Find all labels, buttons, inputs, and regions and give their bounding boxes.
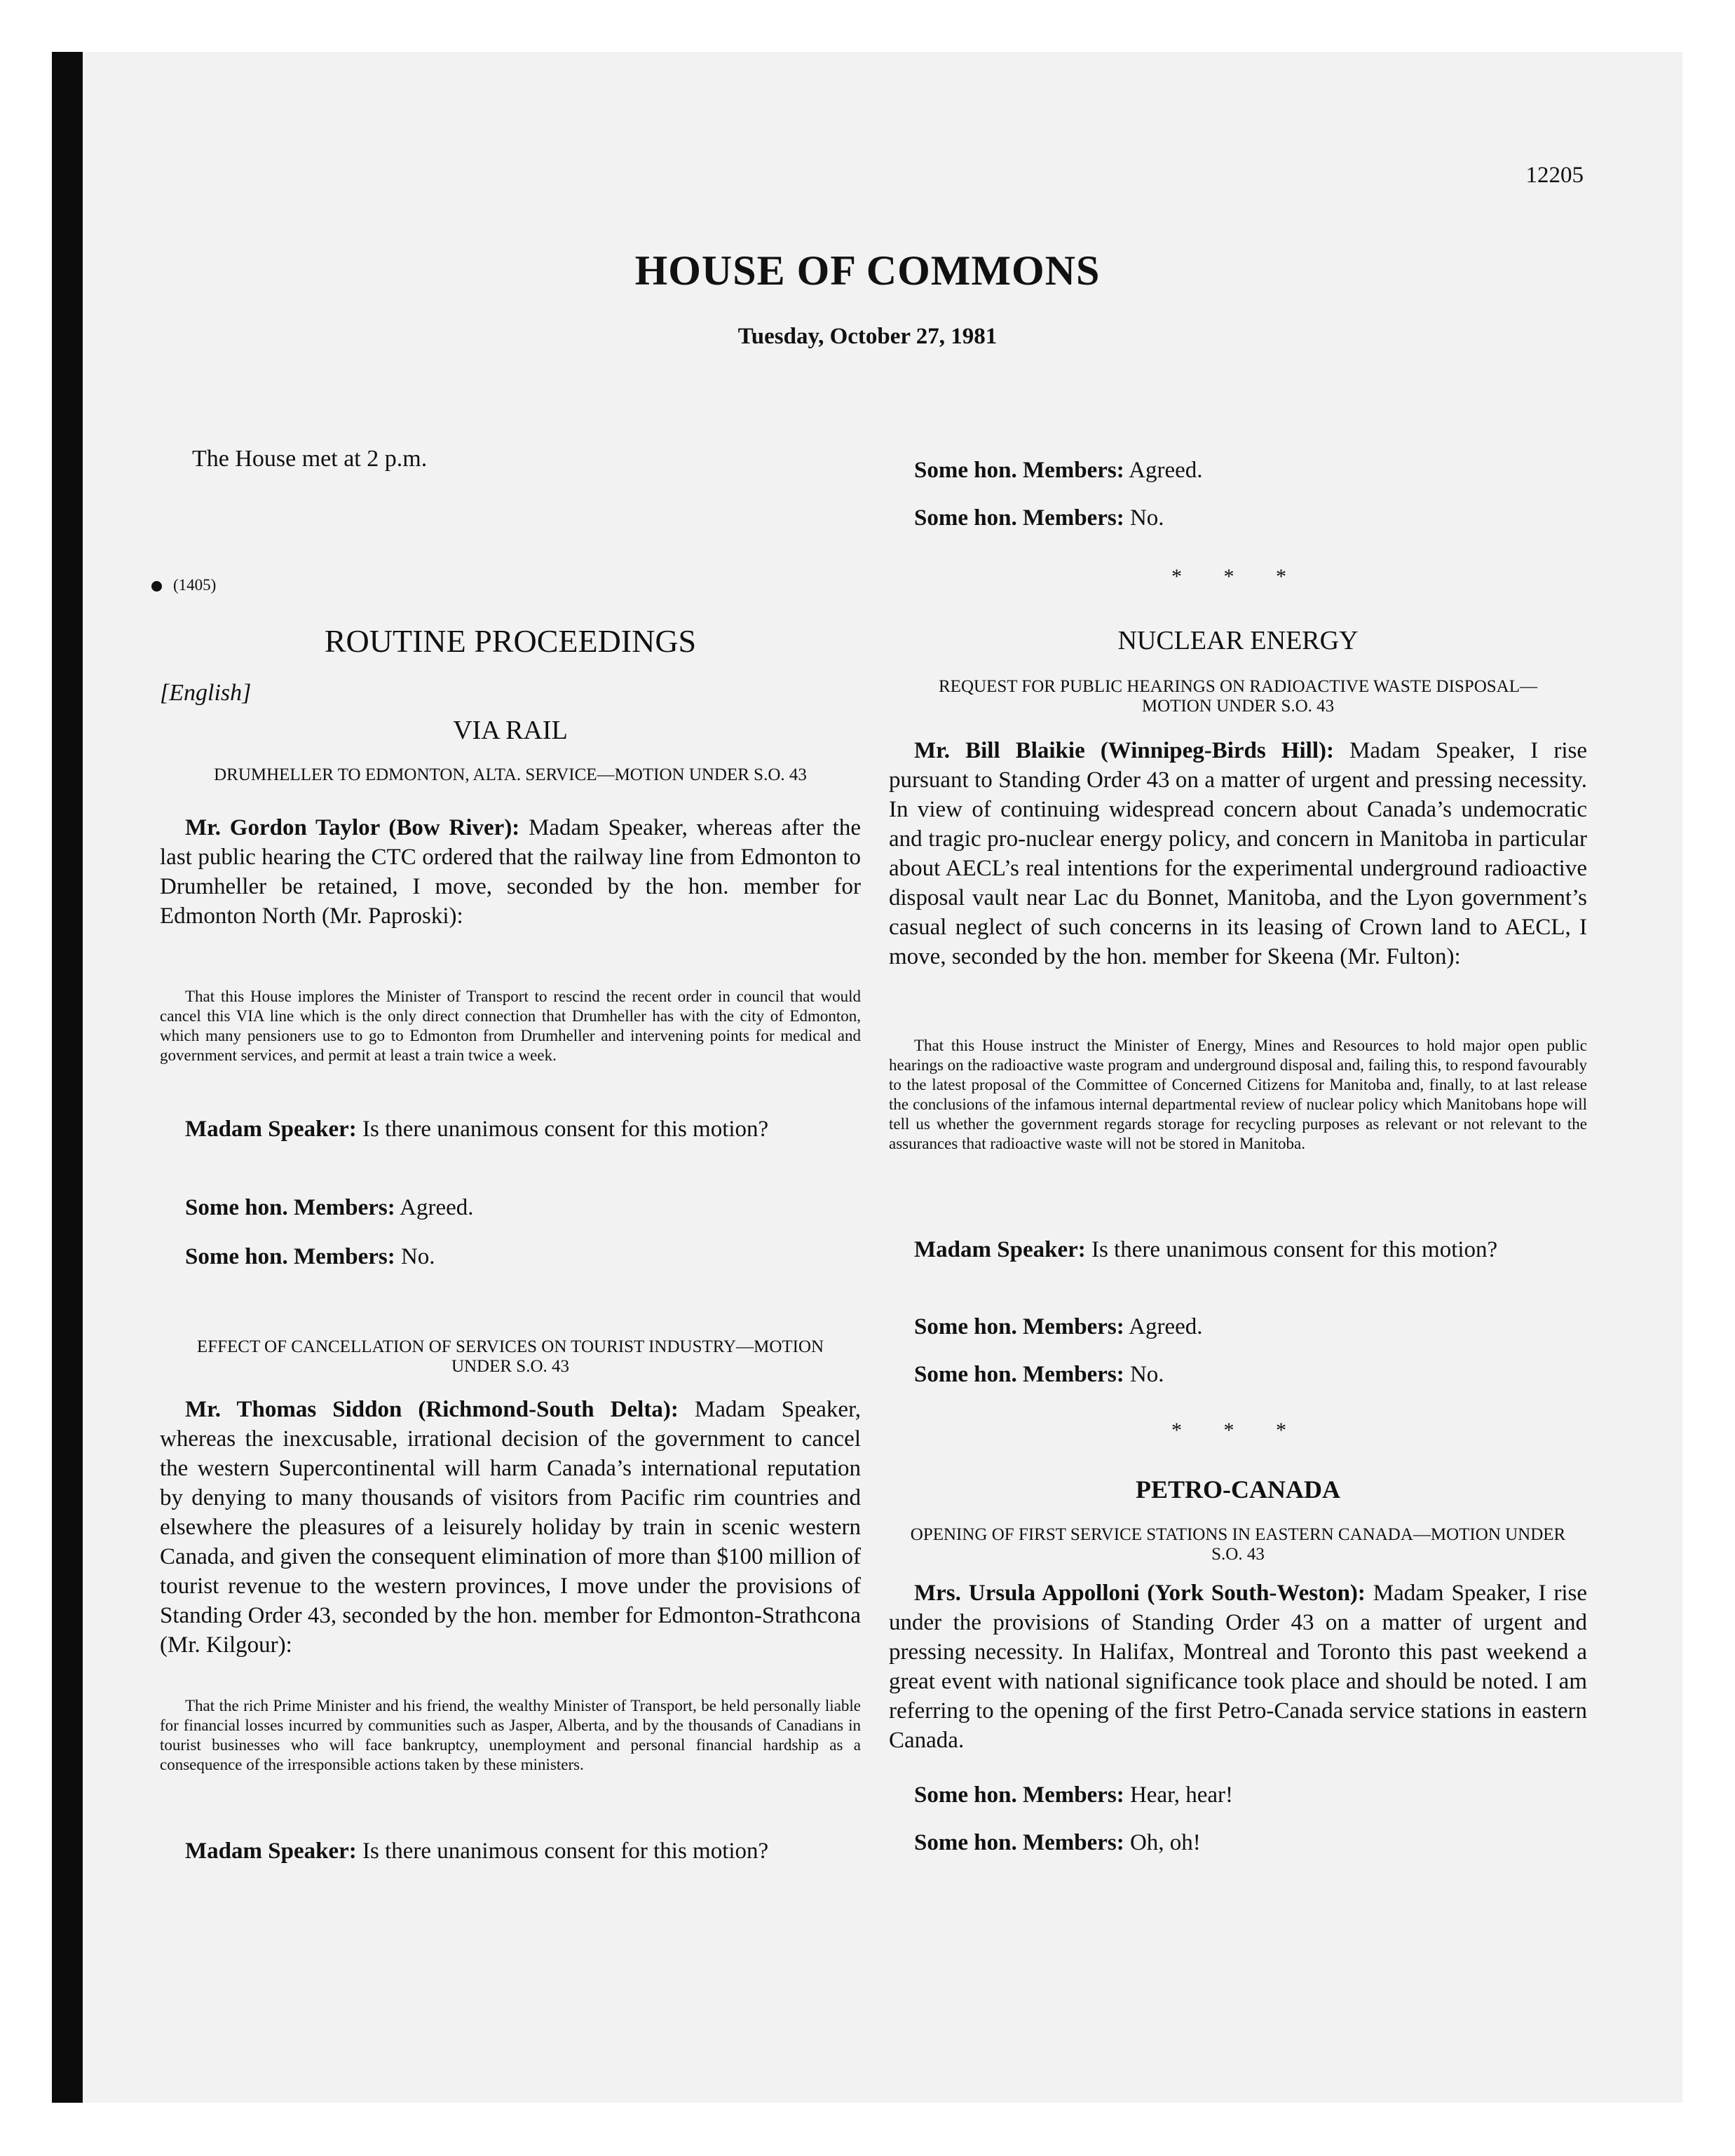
siddon-motion: That the rich Prime Minister and his friend, the wealthy Minister of Transport, be held personally liable for financial losses incurred by communities such as Jasper, Alberta, and by the thousands of Canadians in tourist businesses who will face bankruptcy, unemployment and personal financial hardship as a consequence of the irresponsible actions taken by these ministers. bbox=[160, 1697, 861, 1773]
speaker-name: Some hon. Members: bbox=[914, 1362, 1124, 1387]
statement-text: Is there unanimous consent for this motion? bbox=[1091, 1237, 1498, 1262]
statement-text: Is there unanimous consent for this motion? bbox=[362, 1838, 769, 1864]
statement-text: No. bbox=[1129, 505, 1164, 531]
statement-text: Madam Speaker, I rise under the provisions of Standing Order 43 on a matter of urgent and pressing necessity. In Halifax, Montreal and Toronto this past weekend a great event with national significance took place and should be noted. I am referring to the opening of the first Petro-Canada service stations in eastern Canada. bbox=[889, 1581, 1588, 1753]
statement-text: Agreed. bbox=[1129, 458, 1203, 483]
speaker-name: Some hon. Members: bbox=[914, 1314, 1124, 1339]
nuclear-subheading: REQUEST FOR PUBLIC HEARINGS ON RADIOACTIVE WASTE DISPOSAL—MOTION UNDER S.O. 43 bbox=[939, 677, 1537, 716]
language-tag: [English] bbox=[160, 680, 252, 706]
bullet-icon bbox=[151, 581, 162, 592]
time-marker-text: (1405) bbox=[173, 576, 217, 594]
document-title: HOUSE OF COMMONS bbox=[634, 247, 1101, 294]
speaker-name: Mrs. Ursula Appolloni (York South-Weston): bbox=[914, 1581, 1366, 1606]
statement-text: Madam Speaker, I rise pursuant to Standing Order 43 on a matter of urgent and pressing necessity. In view of continuing widespread concern about Canada’s undemocratic and tragic pro-nuclear energy policy, and concern in Manitoba in particular about AECL’s real intentions for the experimental underground radioactive disposal vault near Lac du Bonnet, Manitoba, and the Lyon government’s casual neglect of such concerns in its leasing of Crown land to AECL, I move, seconded by the hon. member for Skeena (Mr. Fulton): bbox=[889, 738, 1588, 969]
blaikie-motion: That this House instruct the Minister of Energy, Mines and Resources to hold major open public hearings on the radioactive waste program and underground disposal and, failing this, to respond favourably to the latest proposal of the Committee of Concerned Citizens for Manitoba and, finally, to at last release the conclusions of the infamous internal departmental review of nuclear policy which Manitobans hope will tell us whether the government regards storage for recycling purposes as relevant or not relevant to the assurances that radioactive waste will not be stored in Manitoba. bbox=[889, 1037, 1587, 1152]
speaker-name: Mr. Thomas Siddon (Richmond-South Delta): bbox=[185, 1397, 679, 1422]
speaker-name: Some hon. Members: bbox=[914, 505, 1124, 531]
section-separator: * * * bbox=[1171, 1419, 1305, 1442]
speaker-name: Madam Speaker: bbox=[914, 1237, 1086, 1262]
statement-text: Hear, hear! bbox=[1129, 1782, 1234, 1808]
house-met-line: The House met at 2 p.m. bbox=[192, 446, 428, 472]
statement-text: Madam Speaker, whereas the inexcusable, irrational decision of the government to cancel the western Supercontinental will harm Canada’s international reputation by denying to many thousands of visitors from Pacific rim countries and elsewhere the pleasures of a leisurely holiday by train in scenic western Canada, and given the consequent elimination of more than $100 million of tourist revenue to the western provinces, I move under the provisions of Standing Order 43, seconded by the hon. member for Edmonton-Strathcona (Mr. Kilgour): bbox=[160, 1397, 861, 1658]
blaikie-statement bbox=[889, 736, 1587, 971]
members-agreed-2 bbox=[889, 1312, 1587, 1342]
statement-text: No. bbox=[1129, 1362, 1164, 1387]
statement-text: No. bbox=[400, 1244, 435, 1269]
statement-text: Oh, oh! bbox=[1129, 1830, 1201, 1855]
nuclear-heading: NUCLEAR ENERGY bbox=[1117, 626, 1359, 655]
petro-canada-subheading: OPENING OF FIRST SERVICE STATIONS IN EASTERN CANADA—MOTION UNDER S.O. 43 bbox=[910, 1525, 1566, 1564]
sitting-date: Tuesday, October 27, 1981 bbox=[737, 324, 998, 349]
speaker-name: Some hon. Members: bbox=[914, 1782, 1124, 1808]
page-number: 12205 bbox=[1525, 163, 1584, 188]
section-separator: * * * bbox=[1171, 565, 1305, 588]
speaker-name: Some hon. Members: bbox=[914, 1830, 1124, 1855]
members-oh-oh bbox=[889, 1828, 1587, 1857]
siddon-statement bbox=[160, 1395, 861, 1660]
members-agreed-0 bbox=[889, 456, 1587, 485]
speaker-name: Some hon. Members: bbox=[185, 1195, 395, 1220]
statement-text: Is there unanimous consent for this motion? bbox=[362, 1117, 769, 1142]
madam-speaker-question-3 bbox=[889, 1235, 1587, 1264]
via-rail-heading: VIA RAIL bbox=[453, 716, 568, 745]
speaker-name: Mr. Bill Blaikie (Winnipeg-Birds Hill): bbox=[914, 738, 1334, 763]
members-no-2 bbox=[889, 1360, 1587, 1389]
time-marker bbox=[151, 576, 216, 594]
taylor-motion: That this House implores the Minister of Transport to rescind the recent order in council that would cancel this VIA line which is the only direct connection that Drumheller has with the city of Edmonton, which many pensioners use to go to Edmonton from Drumheller and intervening points for medical and government services, and permit at least a train twice a week. bbox=[160, 988, 861, 1064]
speaker-name: Madam Speaker: bbox=[185, 1838, 357, 1864]
speaker-name: Some hon. Members: bbox=[914, 458, 1124, 483]
speaker-name: Mr. Gordon Taylor (Bow River): bbox=[185, 815, 520, 840]
statement-text: Agreed. bbox=[1129, 1314, 1203, 1339]
members-no-1 bbox=[160, 1242, 861, 1271]
members-no-0 bbox=[889, 503, 1587, 533]
statement-text: Agreed. bbox=[400, 1195, 474, 1220]
madam-speaker-question-2 bbox=[160, 1836, 861, 1866]
speaker-name: Madam Speaker: bbox=[185, 1117, 357, 1142]
members-hear-hear bbox=[889, 1780, 1587, 1810]
appolloni-statement bbox=[889, 1578, 1587, 1755]
speaker-name: Some hon. Members: bbox=[185, 1244, 395, 1269]
section-heading: ROUTINE PROCEEDINGS bbox=[324, 623, 697, 659]
members-agreed-1 bbox=[160, 1193, 861, 1222]
madam-speaker-question-1 bbox=[160, 1114, 861, 1144]
binding-edge bbox=[52, 52, 83, 2103]
taylor-statement bbox=[160, 813, 861, 931]
petro-canada-heading: PETRO-CANADA bbox=[1136, 1475, 1340, 1503]
via-rail-subheading: DRUMHELLER TO EDMONTON, ALTA. SERVICE—MOTION UNDER S.O. 43 bbox=[214, 765, 807, 784]
tourist-subheading: EFFECT OF CANCELLATION OF SERVICES ON TOURIST INDUSTRY—MOTION UNDER S.O. 43 bbox=[196, 1337, 824, 1376]
statement-text: Madam Speaker, whereas after the last public hearing the CTC ordered that the railway line from Edmonton to Drumheller be retained, I move, seconded by the hon. member for Edmonton North (Mr. Paproski): bbox=[160, 815, 861, 929]
